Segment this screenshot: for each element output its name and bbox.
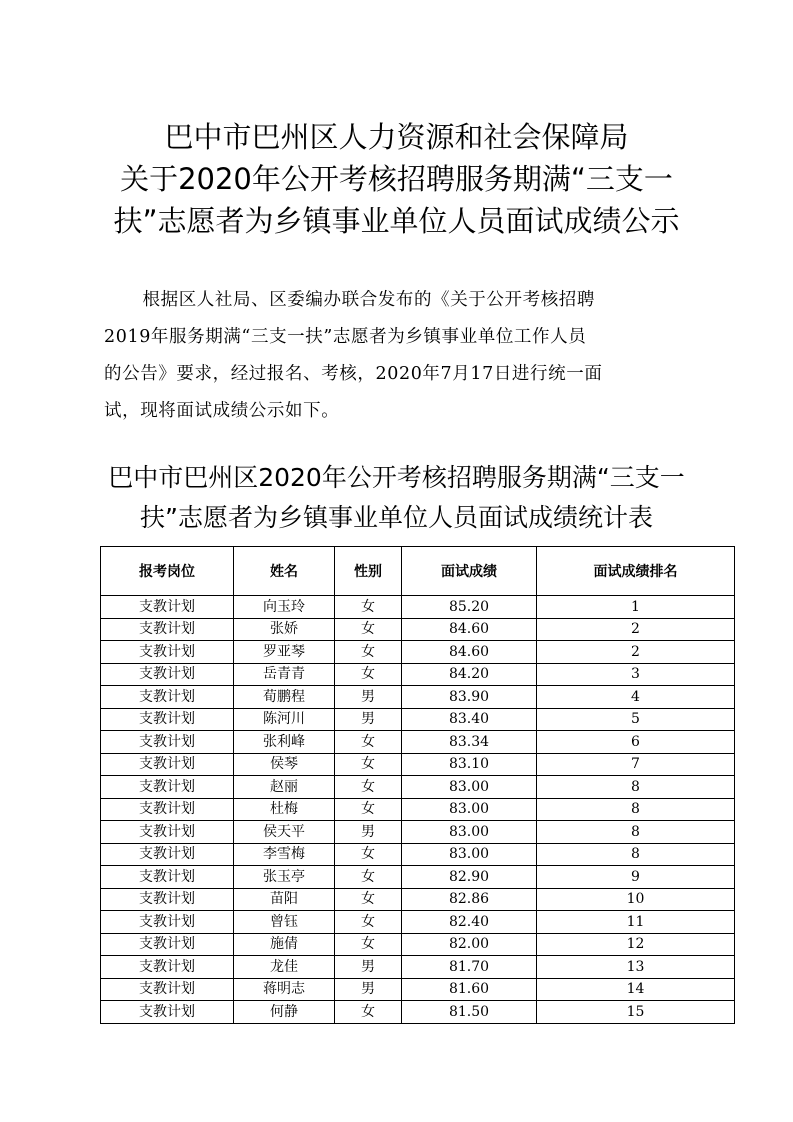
cell-name: 苗阳 xyxy=(234,888,335,911)
cell-gender: 女 xyxy=(335,596,402,619)
table-row xyxy=(101,956,735,979)
cell-rank: 8 xyxy=(537,821,735,844)
cell-gender: 女 xyxy=(335,753,402,776)
cell-position: 支教计划 xyxy=(101,708,234,731)
cell-gender: 女 xyxy=(335,641,402,664)
paragraph-line: 根据区人社局、区委编办联合发布的《关于公开考核招聘 xyxy=(142,290,595,310)
table-row xyxy=(101,618,735,641)
table-body xyxy=(101,596,735,1024)
cell-position: 支教计划 xyxy=(101,686,234,709)
cell-rank: 8 xyxy=(537,798,735,821)
cell-name: 张玉亭 xyxy=(234,866,335,889)
cell-position: 支教计划 xyxy=(101,843,234,866)
cell-gender: 男 xyxy=(335,978,402,1001)
table-row xyxy=(101,663,735,686)
paragraph-line: 2019年服务期满“三支一扶”志愿者为乡镇事业单位工作人员 xyxy=(104,327,587,347)
table-row xyxy=(101,911,735,934)
cell-gender: 男 xyxy=(335,821,402,844)
cell-position: 支教计划 xyxy=(101,978,234,1001)
cell-position: 支教计划 xyxy=(101,798,234,821)
cell-name: 蒋明志 xyxy=(234,978,335,1001)
cell-rank: 12 xyxy=(537,933,735,956)
cell-rank: 9 xyxy=(537,866,735,889)
table-header-row xyxy=(101,547,735,596)
table-row xyxy=(101,641,735,664)
cell-score: 83.40 xyxy=(402,708,537,731)
cell-rank: 5 xyxy=(537,708,735,731)
title-line: 扶”志愿者为乡镇事业单位人员面试成绩公示 xyxy=(113,204,680,238)
cell-gender: 女 xyxy=(335,663,402,686)
cell-score: 83.00 xyxy=(402,798,537,821)
cell-rank: 10 xyxy=(537,888,735,911)
cell-rank: 15 xyxy=(537,1001,735,1024)
cell-gender: 男 xyxy=(335,956,402,979)
cell-name: 陈河川 xyxy=(234,708,335,731)
cell-gender: 女 xyxy=(335,618,402,641)
cell-rank: 14 xyxy=(537,978,735,1001)
cell-position: 支教计划 xyxy=(101,933,234,956)
cell-gender: 男 xyxy=(335,708,402,731)
cell-name: 李雪梅 xyxy=(234,843,335,866)
header-score: 面试成绩 xyxy=(402,547,537,596)
cell-name: 何静 xyxy=(234,1001,335,1024)
document-title xyxy=(0,116,793,242)
cell-rank: 6 xyxy=(537,731,735,754)
cell-name: 曾钰 xyxy=(234,911,335,934)
cell-name: 龙佳 xyxy=(234,956,335,979)
cell-score: 82.86 xyxy=(402,888,537,911)
cell-rank: 8 xyxy=(537,776,735,799)
cell-gender: 女 xyxy=(335,866,402,889)
cell-rank: 2 xyxy=(537,618,735,641)
table-row xyxy=(101,708,735,731)
cell-score: 82.40 xyxy=(402,911,537,934)
table-title xyxy=(0,458,793,538)
cell-name: 罗亚琴 xyxy=(234,641,335,664)
cell-name: 向玉玲 xyxy=(234,596,335,619)
cell-gender: 女 xyxy=(335,933,402,956)
table-row xyxy=(101,686,735,709)
title-line: 巴中市巴州区人力资源和社会保障局 xyxy=(164,120,629,154)
cell-gender: 女 xyxy=(335,731,402,754)
cell-name: 侯天平 xyxy=(234,821,335,844)
cell-rank: 1 xyxy=(537,596,735,619)
cell-score: 82.00 xyxy=(402,933,537,956)
cell-position: 支教计划 xyxy=(101,731,234,754)
cell-position: 支教计划 xyxy=(101,618,234,641)
cell-score: 81.70 xyxy=(402,956,537,979)
cell-score: 81.50 xyxy=(402,1001,537,1024)
announcement-paragraph xyxy=(104,282,698,430)
cell-position: 支教计划 xyxy=(101,888,234,911)
cell-position: 支教计划 xyxy=(101,753,234,776)
cell-gender: 女 xyxy=(335,843,402,866)
cell-position: 支教计划 xyxy=(101,596,234,619)
cell-rank: 13 xyxy=(537,956,735,979)
cell-position: 支教计划 xyxy=(101,956,234,979)
cell-name: 施倩 xyxy=(234,933,335,956)
cell-position: 支教计划 xyxy=(101,911,234,934)
cell-position: 支教计划 xyxy=(101,866,234,889)
cell-gender: 女 xyxy=(335,1001,402,1024)
cell-name: 侯琴 xyxy=(234,753,335,776)
cell-score: 84.60 xyxy=(402,618,537,641)
cell-score: 84.20 xyxy=(402,663,537,686)
cell-name: 杜梅 xyxy=(234,798,335,821)
cell-name: 赵丽 xyxy=(234,776,335,799)
cell-score: 83.00 xyxy=(402,821,537,844)
cell-score: 83.34 xyxy=(402,731,537,754)
cell-gender: 男 xyxy=(335,686,402,709)
cell-rank: 3 xyxy=(537,663,735,686)
cell-score: 83.10 xyxy=(402,753,537,776)
table-row xyxy=(101,866,735,889)
cell-score: 83.00 xyxy=(402,776,537,799)
paragraph-line: 的公告》要求，经过报名、考核，2020年7月17日进行统一面 xyxy=(104,364,603,384)
cell-score: 85.20 xyxy=(402,596,537,619)
cell-name: 张利峰 xyxy=(234,731,335,754)
cell-score: 83.00 xyxy=(402,843,537,866)
table-row xyxy=(101,843,735,866)
cell-position: 支教计划 xyxy=(101,1001,234,1024)
header-rank: 面试成绩排名 xyxy=(537,547,735,596)
cell-name: 张娇 xyxy=(234,618,335,641)
cell-position: 支教计划 xyxy=(101,641,234,664)
paragraph-line: 试，现将面试成绩公示如下。 xyxy=(104,401,340,421)
cell-rank: 7 xyxy=(537,753,735,776)
table-row xyxy=(101,798,735,821)
cell-name: 荀鹏程 xyxy=(234,686,335,709)
table-title-line: 扶”志愿者为乡镇事业单位人员面试成绩统计表 xyxy=(140,503,653,532)
cell-rank: 11 xyxy=(537,911,735,934)
header-gender: 性别 xyxy=(335,547,402,596)
cell-rank: 2 xyxy=(537,641,735,664)
cell-position: 支教计划 xyxy=(101,663,234,686)
cell-rank: 8 xyxy=(537,843,735,866)
table-row xyxy=(101,596,735,619)
cell-gender: 女 xyxy=(335,776,402,799)
score-table xyxy=(100,546,735,1024)
table-row xyxy=(101,978,735,1001)
cell-position: 支教计划 xyxy=(101,821,234,844)
title-line: 关于2020年公开考核招聘服务期满“三支一 xyxy=(120,162,673,196)
cell-position: 支教计划 xyxy=(101,776,234,799)
table-row xyxy=(101,753,735,776)
header-name: 姓名 xyxy=(234,547,335,596)
cell-name: 岳青青 xyxy=(234,663,335,686)
cell-gender: 女 xyxy=(335,798,402,821)
cell-score: 83.90 xyxy=(402,686,537,709)
table-title-line: 巴中市巴州区2020年公开考核招聘服务期满“三支一 xyxy=(108,463,685,492)
cell-score: 82.90 xyxy=(402,866,537,889)
cell-rank: 4 xyxy=(537,686,735,709)
table-row xyxy=(101,1001,735,1024)
cell-score: 84.60 xyxy=(402,641,537,664)
table-row xyxy=(101,821,735,844)
table-row xyxy=(101,933,735,956)
table-row xyxy=(101,888,735,911)
table-row xyxy=(101,731,735,754)
cell-gender: 女 xyxy=(335,888,402,911)
table-row xyxy=(101,776,735,799)
header-position: 报考岗位 xyxy=(101,547,234,596)
cell-gender: 女 xyxy=(335,911,402,934)
cell-score: 81.60 xyxy=(402,978,537,1001)
